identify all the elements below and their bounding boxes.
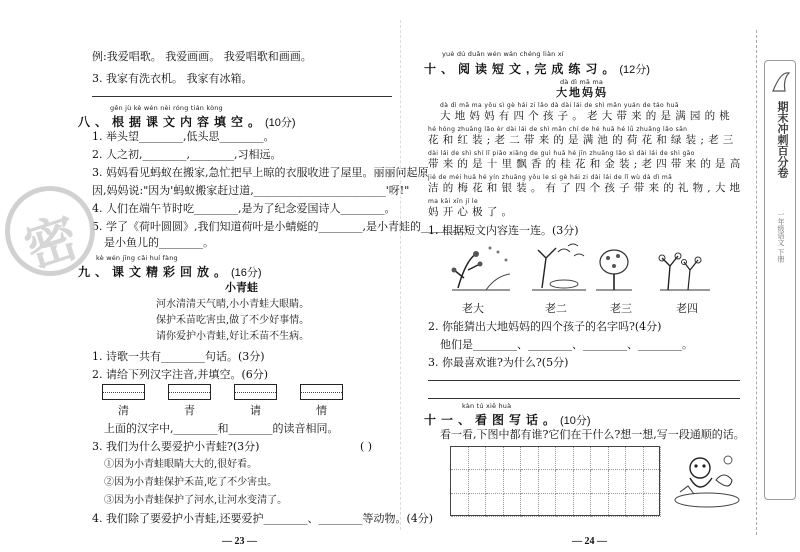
option-3: ③因为小青蛙保护了河水,让河水变清了。 bbox=[104, 495, 288, 506]
story-line-1: 大地妈妈有四个孩子。老大带来的是满园的桃 bbox=[440, 110, 734, 122]
section-10-title: 十、阅读短文,完成练习。(12分) bbox=[424, 62, 650, 76]
grid-cell[interactable] bbox=[451, 470, 469, 493]
grid-cell[interactable] bbox=[539, 447, 557, 470]
char-3: 请 bbox=[250, 404, 261, 417]
label-laoer: 老二 bbox=[545, 302, 567, 315]
char-1: 清 bbox=[118, 404, 129, 417]
section-8-item-1: 1. 举头望________,低头思________。 bbox=[92, 130, 275, 143]
grid-cell[interactable] bbox=[504, 494, 522, 517]
grid-cell[interactable] bbox=[556, 447, 574, 470]
brand-logo-icon bbox=[771, 69, 791, 95]
section-11-pinyin: kàn tú xiě huà bbox=[462, 402, 512, 410]
question-3-line: 3. 我家有洗衣机。 我家有冰箱。 bbox=[92, 72, 253, 85]
grid-cell[interactable] bbox=[609, 447, 627, 470]
confidential-stamp: 密 bbox=[5, 186, 95, 276]
section-9-pinyin: kè wén jīng cǎi huí fàng bbox=[96, 254, 178, 262]
label-laosan: 老三 bbox=[610, 302, 632, 315]
char-2: 青 bbox=[184, 404, 195, 417]
grid-cell[interactable] bbox=[486, 447, 504, 470]
grid-cell[interactable] bbox=[626, 470, 644, 493]
option-2: ②因为小青蛙保护禾苗,吃了不少害虫。 bbox=[104, 477, 278, 488]
grid-cell[interactable] bbox=[609, 494, 627, 517]
section-11-title: 十一、看图写话。(10分) bbox=[424, 413, 591, 427]
lotus-pond-picture-icon bbox=[528, 240, 590, 294]
section-8-item-4: 4. 人们在端午节时吃________,是为了纪念爱国诗人________。 bbox=[92, 202, 396, 215]
pinyin-box-2[interactable] bbox=[168, 384, 211, 400]
section-8-item-2: 2. 人之初,________,________,习相远。 bbox=[92, 148, 282, 161]
grid-cell[interactable] bbox=[469, 470, 487, 493]
brand-panel bbox=[764, 60, 796, 500]
story-line-3: 带来的是十里飘香的桂花和金装;老四带来的是高 bbox=[428, 158, 745, 170]
grid-cell[interactable] bbox=[521, 447, 539, 470]
section-8-item-5a: 5. 学了《荷叶圆圆》,我们知道荷叶是小蜻蜓的________,是小青蛙的________, bbox=[92, 220, 469, 233]
story-title: 大地妈妈 bbox=[556, 86, 608, 99]
grid-cell[interactable] bbox=[644, 494, 662, 517]
grid-cell[interactable] bbox=[521, 494, 539, 517]
brand-title: 期末冲刺百分卷 bbox=[776, 101, 789, 178]
grid-cell[interactable] bbox=[539, 470, 557, 493]
poem-line-1: 河水清清天气晴,小小青蛙大眼睛。 bbox=[156, 299, 310, 310]
grid-cell[interactable] bbox=[556, 494, 574, 517]
snow-plum-picture-icon bbox=[446, 240, 516, 294]
story-pinyin-3: dài lái de shì shí lǐ piāo xiāng de guì huā hé jīn zhuāng lǎo sì dài lái de shì gāo bbox=[428, 150, 695, 157]
grid-cell[interactable] bbox=[591, 494, 609, 517]
grid-cell[interactable] bbox=[609, 470, 627, 493]
section-11-prompt: 看一看,下图中都有谁?它们在干什么?想一想,写一段通顺的话。 bbox=[440, 428, 745, 441]
section-10-q3: 3. 你最喜欢谁?为什么?(5分) bbox=[428, 356, 569, 369]
example-line: 例:我爱唱歌。 我爱画画。 我爱唱歌和画画。 bbox=[92, 50, 312, 63]
grid-cell[interactable] bbox=[556, 470, 574, 493]
section-8-item-3b: 因,妈妈说:"因为'蚂蚁搬家赶过道,________________________'呀!" bbox=[92, 184, 410, 197]
label-laoda: 老大 bbox=[462, 302, 484, 315]
answer-line bbox=[92, 96, 392, 97]
section-10-pinyin: yuè dú duǎn wén wán chéng liàn xí bbox=[442, 50, 564, 58]
section-9-q3-answer[interactable]: ( ) bbox=[360, 440, 373, 453]
section-9-points: (16分) bbox=[231, 267, 262, 279]
story-pinyin-2: hé hóng zhuāng lǎo èr dài lái de shì mǎn chí de hé huā hé lǜ zhuāng lǎo sān bbox=[428, 126, 688, 133]
section-10-points: (12分) bbox=[619, 64, 650, 76]
page-number-left: — 23 — bbox=[222, 536, 257, 547]
story-pinyin-1: dà dì mā ma yǒu sì gè hái zi lǎo dà dài lái de shì mǎn yuán de táo huā bbox=[440, 102, 679, 109]
answer-line-q3-2 bbox=[428, 398, 740, 399]
pinyin-box-4[interactable] bbox=[300, 384, 343, 400]
story-pinyin-5: ma kāi xīn jí le bbox=[428, 198, 479, 205]
grid-cell[interactable] bbox=[451, 447, 469, 470]
section-11-points: (10分) bbox=[560, 415, 591, 427]
grid-cell[interactable] bbox=[504, 470, 522, 493]
pinyin-box-1[interactable] bbox=[102, 384, 145, 400]
section-9-q3: 3. 我们为什么要爱护小青蛙?(3分) bbox=[92, 440, 260, 453]
section-9-q2: 2. 请给下列汉字注音,并填空。(6分) bbox=[92, 368, 269, 381]
section-8-title: 八、根据课文内容填空。(10分) bbox=[78, 115, 296, 129]
section-10-q1: 1. 根据短文内容连一连。(3分) bbox=[428, 224, 579, 237]
poem-line-2: 保护禾苗吃害虫,做了不少好事情。 bbox=[156, 315, 310, 326]
grid-cell[interactable] bbox=[521, 470, 539, 493]
osmanthus-picture-icon bbox=[592, 244, 636, 294]
section-10-q2: 2. 你能猜出大地妈妈的四个孩子的名字吗?(4分) bbox=[428, 320, 662, 333]
brand-subtitle: 一年级语文 下册 bbox=[777, 211, 785, 263]
grid-cell[interactable] bbox=[574, 447, 592, 470]
pinyin-box-3[interactable] bbox=[234, 384, 277, 400]
answer-line-q3-1 bbox=[428, 380, 740, 381]
grid-cell[interactable] bbox=[626, 447, 644, 470]
grid-cell[interactable] bbox=[469, 494, 487, 517]
story-title-pinyin: dà dì mā ma bbox=[560, 78, 604, 86]
section-8-pinyin: gēn jù kè wén nèi róng tián kòng bbox=[110, 104, 223, 112]
section-10-q2-fill: 他们是________、________、________、________。 bbox=[440, 338, 693, 351]
story-pinyin-4: jié de méi huā hé yín zhuāng yǒu le sì gè hái zi dài lái de lǐ wù dà dì mā bbox=[428, 174, 673, 181]
grid-cell[interactable] bbox=[486, 470, 504, 493]
section-9-q1: 1. 诗歌一共有________句话。(3分) bbox=[92, 350, 265, 363]
section-8-item-5b: 是小鱼儿的________。 bbox=[104, 236, 214, 249]
story-line-5: 妈开心极了。 bbox=[428, 206, 517, 218]
story-line-4: 洁的梅花和银装。有了四个孩子带来的礼物,大地 bbox=[428, 182, 745, 194]
grid-cell[interactable] bbox=[574, 494, 592, 517]
grid-cell[interactable] bbox=[591, 470, 609, 493]
grid-cell[interactable] bbox=[539, 494, 557, 517]
page-number-right: — 24 — bbox=[572, 536, 607, 547]
grid-cell[interactable] bbox=[591, 447, 609, 470]
grid-cell[interactable] bbox=[451, 494, 469, 517]
binding-dashed-line bbox=[756, 30, 757, 535]
grid-cell[interactable] bbox=[644, 447, 662, 470]
section-8-item-3a: 3. 妈妈看见蚂蚁在搬家,急忙把早上晾的衣服收进了屋里。丽丽问起原 bbox=[92, 166, 429, 179]
grid-cell[interactable] bbox=[626, 494, 644, 517]
grid-cell[interactable] bbox=[644, 470, 662, 493]
writing-grid[interactable] bbox=[450, 446, 660, 516]
grid-cell[interactable] bbox=[486, 494, 504, 517]
grid-cell[interactable] bbox=[574, 470, 592, 493]
page-divider bbox=[400, 20, 401, 530]
option-1: ①因为小青蛙眼睛大大的,很好看。 bbox=[104, 459, 258, 470]
grid-cell[interactable] bbox=[504, 447, 522, 470]
side-binding-bar bbox=[746, 30, 800, 535]
poem-line-3: 请你爱护小青蛙,好让禾苗不生病。 bbox=[156, 331, 310, 342]
section-9-title: 九、课文精彩回放。(16分) bbox=[78, 265, 262, 279]
label-laosi: 老四 bbox=[676, 302, 698, 315]
section-9-q2-fill: 上面的汉字中,________和________的读音相同。 bbox=[104, 422, 339, 435]
poem-title: 小青蛙 bbox=[225, 281, 258, 294]
grid-cell[interactable] bbox=[469, 447, 487, 470]
section-9-q4: 4. 我们除了要爱护小青蛙,还要爱护________、________等动物。(4分) bbox=[92, 512, 434, 525]
section-8-points: (10分) bbox=[265, 117, 296, 129]
story-line-2: 花和红装;老二带来的是满池的荷花和绿装;老三 bbox=[428, 134, 738, 146]
peach-blossom-picture-icon bbox=[658, 244, 712, 294]
animals-picture-icon bbox=[672, 448, 742, 510]
char-4: 情 bbox=[316, 404, 327, 417]
